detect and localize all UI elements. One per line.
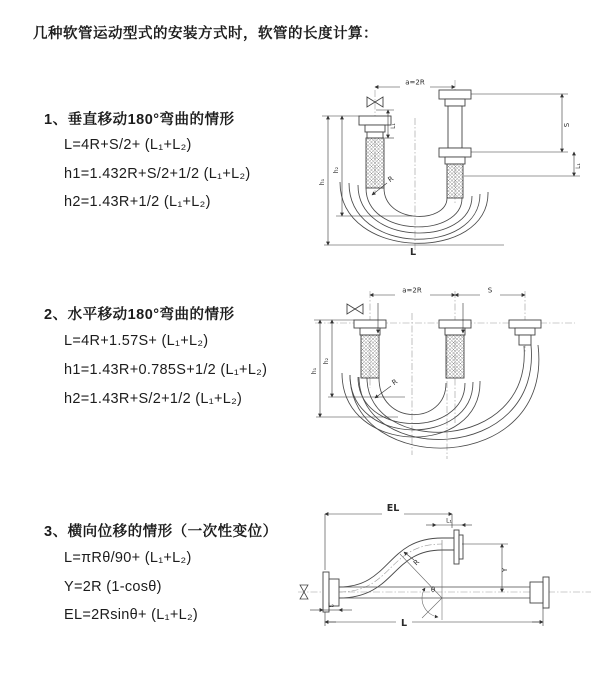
- left-braided-hose: [361, 335, 379, 378]
- dim-label-h2: h₂: [333, 166, 340, 174]
- curved-hose: [339, 538, 454, 598]
- dim-label-h1: h₁: [311, 367, 318, 375]
- dim-label-a2r: a=2R: [405, 78, 425, 87]
- section-2-formula-h1: h1=1.43R+0.785S+1/2 (L₁+L₂): [64, 362, 268, 378]
- left-braided-hose: [366, 138, 384, 188]
- left-fitting: [354, 320, 386, 335]
- section-3-formula-Y: Y=2R (1-cosθ): [64, 579, 162, 595]
- diagram-lateral-displacement: [296, 500, 596, 645]
- section-2-heading: 2、水平移动180°弯曲的情形: [44, 307, 235, 323]
- dimension-lines: [314, 295, 525, 417]
- middle-braided-hose: [446, 335, 464, 378]
- dim-label-a2r: a=2R: [402, 286, 422, 295]
- centerlines: [315, 291, 575, 459]
- dim-label-r: R: [386, 174, 396, 185]
- construction-lines: [400, 540, 442, 620]
- middle-fitting: [439, 320, 471, 335]
- hose-arcs-original: [342, 373, 480, 437]
- dim-label-r: R: [390, 377, 400, 388]
- diagram-vertical-180-bend: [312, 72, 587, 257]
- page-title: 几种软管运动型式的安装方式时，软管的长度计算：: [33, 26, 378, 42]
- dim-label-l1-left: L₁: [390, 123, 397, 129]
- dim-label-s: S: [563, 122, 571, 128]
- upper-flange: [454, 530, 463, 564]
- right-flange: [530, 577, 549, 608]
- dim-label-h2: h₂: [323, 357, 330, 365]
- right-fitting-shifted: [509, 320, 541, 345]
- left-fitting: [359, 116, 391, 138]
- right-fitting-upper: [439, 90, 471, 164]
- valve-icon: [347, 304, 363, 314]
- dim-label-theta: θ: [430, 586, 436, 594]
- section-1-heading: 1、垂直移动180°弯曲的情形: [44, 112, 235, 128]
- dim-label-r: R: [412, 558, 422, 568]
- section-2-formula-h2: h2=1.43R+S/2+1/2 (L₁+L₂): [64, 391, 243, 407]
- dim-label-el: EL: [386, 503, 400, 514]
- dim-label-s: S: [487, 286, 493, 295]
- section-1-formula-h2: h2=1.43R+1/2 (L₁+L₂): [64, 194, 211, 210]
- section-3-heading: 3、横向位移的情形（一次性变位）: [44, 524, 278, 540]
- section-3-formula-L: L=πRθ/90+ (L₁+L₂): [64, 550, 192, 566]
- hose-arcs: [340, 182, 488, 243]
- section-1-formula-L: L=4R+S/2+ (L₁+L₂): [64, 137, 192, 153]
- centerlines: [375, 80, 455, 250]
- section-3-formula-EL: EL=2Rsinθ+ (L₁+L₂): [64, 607, 199, 623]
- dim-label-h1: h₁: [319, 178, 326, 186]
- dim-label-y: Y: [501, 567, 509, 573]
- dim-label-l1-right: L₁: [575, 163, 582, 169]
- section-2-formula-L: L=4R+1.57S+ (L₁+L₂): [64, 333, 209, 349]
- diagram-horizontal-180-bend: [310, 283, 600, 463]
- dim-label-l2: L₂: [328, 602, 334, 609]
- section-1-formula-h1: h1=1.432R+S/2+1/2 (L₁+L₂): [64, 166, 251, 182]
- right-braided-hose: [447, 164, 463, 198]
- dim-label-l1: L₁: [446, 517, 452, 525]
- dim-label-l: L: [409, 247, 417, 257]
- dim-label-l: L: [400, 618, 408, 629]
